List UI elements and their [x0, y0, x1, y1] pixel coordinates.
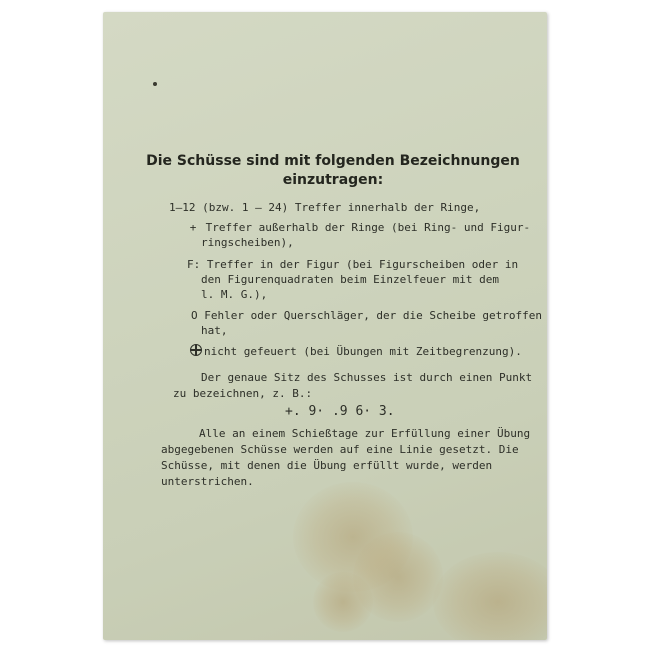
item-outside-hits	[187, 220, 530, 235]
item-not-fired-text: nicht gefeuert (bei Übungen mit Zeitbegrenzung).	[204, 345, 522, 358]
item-outside-hits-line-1: Treffer außerhalb der Ringe (bei Ring- und Figur-	[205, 221, 531, 234]
circle-plus-icon	[190, 344, 202, 356]
item-figure-hits-line-3: l. M. G.),	[201, 288, 268, 301]
paragraph-2-line-3: Schüsse, mit denen die Übung erfüllt wurde, werden	[161, 459, 493, 472]
item-figure-hits	[187, 257, 518, 272]
heading-line-2: einzutragen:	[282, 172, 384, 188]
item-not-fired	[190, 344, 522, 359]
water-stain	[433, 552, 547, 640]
plus-symbol: +	[189, 221, 197, 234]
paragraph-1-line-1: Der genaue Sitz des Schusses ist durch einen Punkt	[201, 371, 533, 384]
item-misses-line-1: Fehler oder Querschläger, der die Scheibe getroffen	[204, 309, 543, 322]
paragraph-2-line-2: abgegebenen Schüsse werden auf eine Linie gesetzt. Die	[161, 443, 519, 456]
o-symbol: O	[191, 309, 198, 322]
f-symbol: F:	[187, 258, 201, 271]
item-figure-hits-line-1: Treffer in der Figur (bei Figurscheiben oder in	[206, 258, 519, 271]
document-page	[103, 12, 547, 640]
item-outside-hits-line-2: ringscheiben),	[201, 236, 294, 249]
item-numbered-hits: 1—12 (bzw. 1 – 24) Treffer innerhalb der Ringe,	[169, 201, 481, 214]
paragraph-1-line-2: zu bezeichnen, z. B.:	[173, 387, 313, 400]
item-figure-hits-line-2: den Figurenquadraten beim Einzelfeuer mit dem	[201, 273, 500, 286]
item-misses-line-2: hat,	[201, 324, 228, 337]
water-stain	[313, 572, 373, 632]
paragraph-2-line-1: Alle an einem Schießtage zur Erfüllung einer Übung	[199, 427, 531, 440]
ink-dot	[153, 82, 157, 86]
item-misses	[191, 308, 542, 323]
paragraph-2-line-4: unterstrichen.	[161, 475, 254, 488]
heading-line-1: Die Schüsse sind mit folgenden Bezeichnungen	[146, 153, 520, 169]
example-notation: +. 9· .9 6· 3.	[285, 404, 395, 419]
